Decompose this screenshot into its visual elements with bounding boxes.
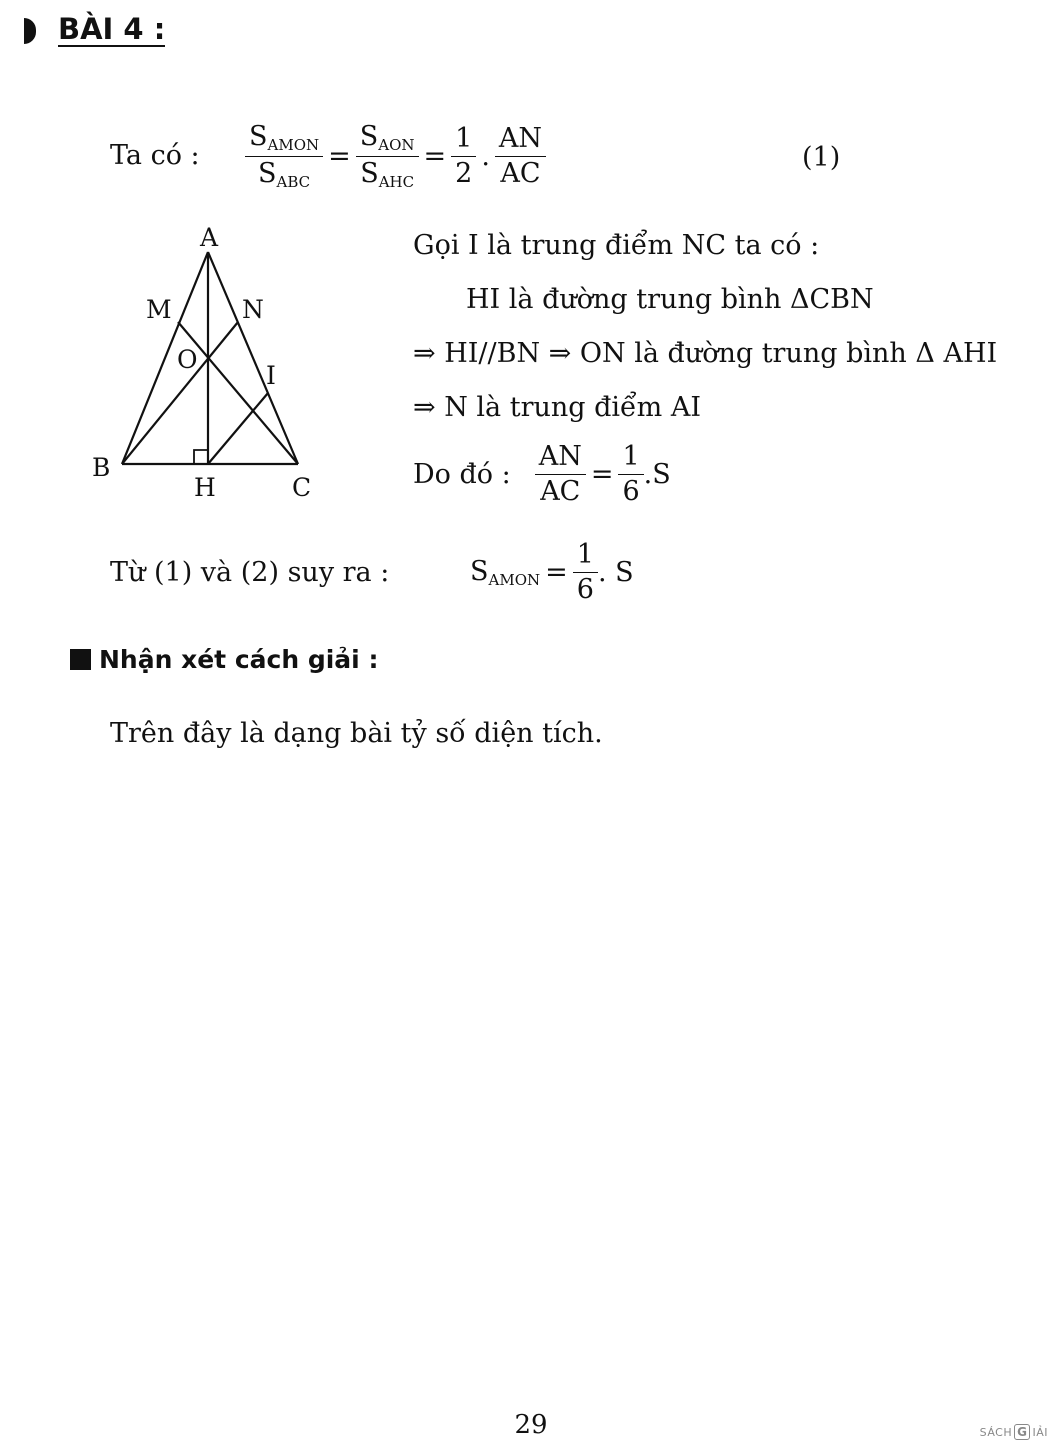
segment-cm bbox=[178, 322, 298, 464]
remark-section-heading: Nhận xét cách giải : bbox=[70, 645, 378, 674]
label-o: O bbox=[177, 345, 198, 374]
dot-operator: . bbox=[481, 140, 490, 172]
label-a: A bbox=[200, 223, 219, 252]
fraction-one-sixth: $\frac{1}{6}$ bbox=[618, 442, 643, 506]
equation-tag-1: (1) bbox=[802, 142, 841, 173]
side-ac bbox=[208, 252, 298, 464]
eq1-prefix: Ta có : bbox=[110, 140, 200, 171]
conclusion-formula: $S_{AMON}$ = $\frac{1}{6}$ . S bbox=[470, 539, 634, 605]
proof-line-2: HI là đường trung bình ΔCBN bbox=[466, 284, 874, 315]
fraction-one-sixth: $\frac{1}{6}$ bbox=[573, 540, 598, 604]
heading-marker-icon bbox=[24, 18, 36, 44]
proof-line-3: ⇒ HI//BN ⇒ ON là đường trung bình Δ AHI bbox=[413, 338, 998, 369]
fraction-one-half: $\frac{1}{2}$ bbox=[451, 124, 476, 188]
label-h: H bbox=[194, 473, 216, 502]
fraction-samon-sabc: $\frac{S_{AMON}}{S_{ABC}}$ bbox=[245, 122, 323, 190]
label-b: B bbox=[92, 453, 111, 482]
fraction-an-ac: $\frac{AN}{AC}$ bbox=[495, 124, 546, 188]
conclusion-prefix: Từ (1) và (2) suy ra : bbox=[110, 557, 390, 588]
label-i: I bbox=[266, 361, 276, 390]
proof-line-4: ⇒ N là trung điểm AI bbox=[413, 392, 702, 423]
segment-bn bbox=[122, 322, 238, 464]
triangle-figure bbox=[80, 220, 340, 510]
page-number: 29 bbox=[514, 1410, 548, 1440]
heading-title: BÀI 4 : bbox=[58, 12, 166, 46]
equals-sign: = bbox=[423, 140, 447, 172]
label-c: C bbox=[292, 473, 312, 502]
fraction-an-ac: $\frac{AN}{AC}$ bbox=[535, 442, 586, 506]
right-angle-icon bbox=[194, 450, 208, 464]
exercise-heading bbox=[24, 14, 165, 47]
watermark-logo: SÁCH G IẢI bbox=[979, 1425, 1048, 1439]
fraction-saon-sahc: $\frac{S_{AON}}{S_{AHC}}$ bbox=[356, 122, 419, 190]
proof-line-5: Do đó : $\frac{AN}{AC}$ = $\frac{1}{6}$ .S bbox=[413, 441, 671, 507]
segment-hi bbox=[208, 393, 268, 464]
proof-line-1: Gọi I là trung điểm NC ta có : bbox=[413, 230, 820, 261]
remark-text: Trên đây là dạng bài tỷ số diện tích. bbox=[110, 718, 603, 749]
equation-1 bbox=[245, 122, 546, 190]
label-n: N bbox=[242, 295, 264, 324]
equals-sign: = bbox=[545, 556, 568, 588]
equals-sign: = bbox=[590, 458, 614, 490]
equals-sign: = bbox=[328, 140, 351, 172]
square-bullet-icon bbox=[70, 649, 91, 670]
label-m: M bbox=[146, 295, 172, 324]
